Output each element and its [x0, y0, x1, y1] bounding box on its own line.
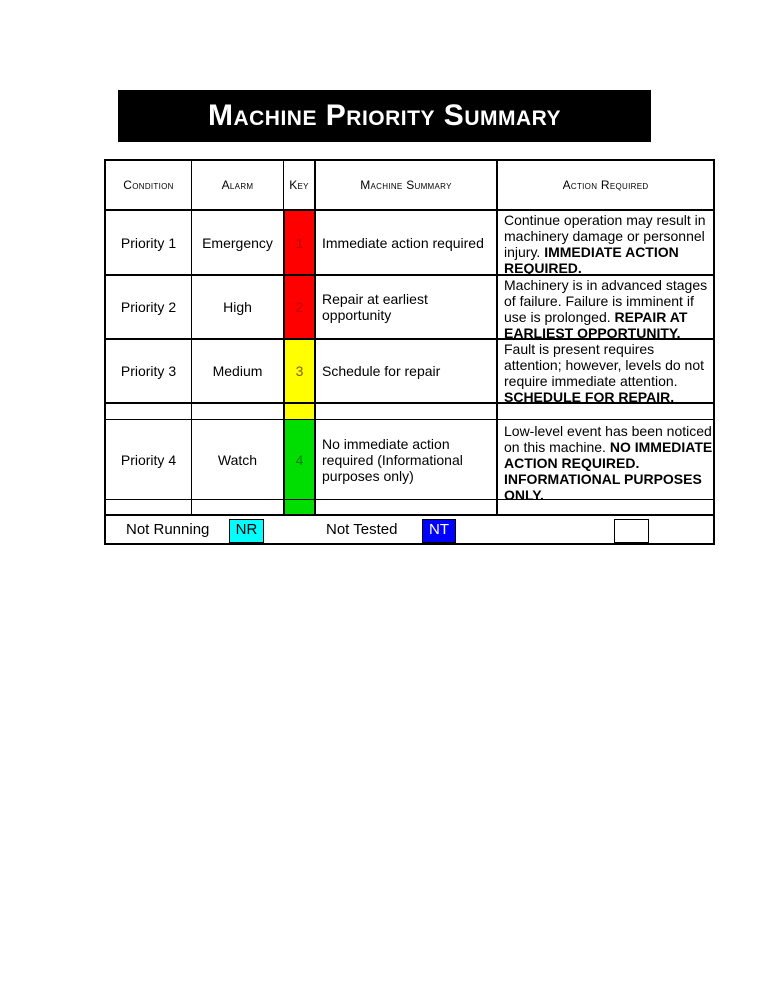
key-cell: 4: [284, 420, 316, 499]
action-text: Continue operation may result in machinery damage or personnel injury.: [504, 212, 706, 260]
key-cell: 3: [284, 340, 316, 402]
action-cell: [498, 420, 713, 503]
not-running-swatch: NR: [229, 519, 264, 543]
condition-cell: Priority 3: [106, 340, 192, 402]
alarm-cell: Medium: [192, 340, 284, 402]
alarm-cell: Emergency: [192, 211, 284, 274]
summary-cell: No immediate action required (Informational purposes only): [316, 420, 498, 499]
action-cell: [498, 211, 713, 274]
alarm-cell: Watch: [192, 420, 284, 499]
priority-table: [104, 159, 715, 545]
key-cell: 1: [284, 211, 316, 274]
summary-cell: Immediate action required: [316, 211, 498, 274]
action-text: Low-level event has been noticed on this machine.: [504, 423, 712, 455]
condition-cell: Priority 1: [106, 211, 192, 274]
table-row: [106, 420, 713, 503]
empty-key-cell: [284, 404, 316, 419]
legend-row: [106, 515, 713, 545]
key-cell: 2: [284, 276, 316, 338]
alarm-cell: High: [192, 276, 284, 338]
spacer-row: [106, 404, 713, 419]
title-bar: [118, 90, 651, 142]
page-title: Machine Priority Summary: [207, 99, 562, 132]
empty-cell: [192, 500, 284, 514]
empty-cell: [192, 404, 284, 419]
table-header-row: [106, 161, 713, 209]
action-bold: SCHEDULE FOR REPAIR.: [504, 389, 675, 405]
not-running-label: Not Running: [126, 521, 210, 538]
summary-cell: Schedule for repair: [316, 340, 498, 402]
condition-cell: Priority 2: [106, 276, 192, 338]
empty-key-cell: [284, 500, 316, 514]
spacer-row: [106, 500, 713, 514]
empty-cell: [316, 500, 498, 514]
header-action-required: Action Required: [562, 178, 649, 192]
action-cell: [498, 276, 713, 341]
header-machine-summary: Machine Summary: [316, 161, 498, 209]
header-condition: Condition: [106, 161, 192, 209]
not-tested-swatch: NT: [422, 519, 456, 543]
action-text: Machinery is in advanced stages of failure. Failure is imminent if use is prolonged.: [504, 277, 708, 325]
action-bold: IMMEDIATE ACTION REQUIRED.: [504, 244, 679, 276]
table-row: [106, 276, 713, 341]
header-key: Key: [284, 161, 316, 209]
action-cell: [498, 340, 713, 405]
empty-cell: [106, 404, 192, 419]
table-row: [106, 340, 713, 405]
action-bold: NO IMMEDIATE ACTION REQUIRED. INFORMATIONAL PURPOSES ONLY.: [504, 439, 713, 503]
not-tested-label: Not Tested: [326, 521, 398, 538]
condition-cell: Priority 4: [106, 420, 192, 499]
empty-cell: [316, 404, 498, 419]
empty-swatch: [614, 519, 649, 543]
header-alarm: Alarm: [192, 161, 284, 209]
empty-cell: [498, 500, 713, 514]
action-bold: REPAIR AT EARLIEST OPPORTUNITY.: [504, 309, 688, 341]
empty-cell: [106, 500, 192, 514]
action-text: Fault is present requires attention; however, levels do not require immediate attention.: [504, 341, 705, 389]
table-row: [106, 211, 713, 274]
summary-cell: Repair at earliest opportunity: [316, 276, 498, 338]
empty-cell: [498, 404, 713, 419]
